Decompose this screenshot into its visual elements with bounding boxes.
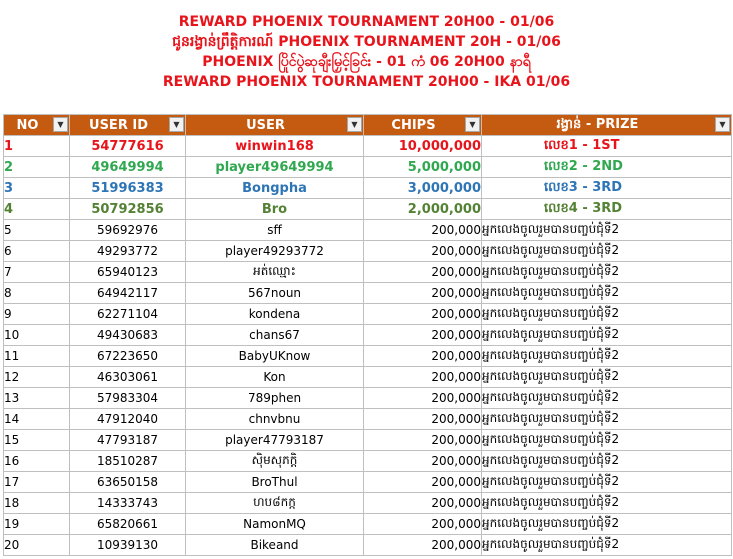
cell-no: 5 — [4, 220, 70, 241]
filter-dropdown-icon[interactable]: ▼ — [465, 117, 480, 132]
cell-chips: 5,000,000 — [364, 157, 482, 178]
cell-chips: 200,000 — [364, 367, 482, 388]
filter-dropdown-icon[interactable]: ▼ — [53, 117, 68, 132]
cell-user: player49293772 — [186, 241, 364, 262]
cell-user: player49649994 — [186, 157, 364, 178]
cell-chips: 200,000 — [364, 493, 482, 514]
cell-user-id: 54777616 — [70, 136, 186, 157]
cell-user: sff — [186, 220, 364, 241]
cell-user: Bongpha — [186, 178, 364, 199]
column-header-label: USER — [246, 117, 285, 133]
cell-chips: 200,000 — [364, 514, 482, 535]
cell-user-id: 57983304 — [70, 388, 186, 409]
header-row — [4, 115, 732, 136]
table-row — [4, 262, 732, 283]
table-row — [4, 346, 732, 367]
cell-prize: លេខ3 - 3RD — [482, 178, 732, 199]
cell-chips: 200,000 — [364, 409, 482, 430]
table-row — [4, 388, 732, 409]
filter-dropdown-icon[interactable]: ▼ — [169, 117, 184, 132]
cell-prize: លេខ4 - 3RD — [482, 199, 732, 220]
cell-chips: 200,000 — [364, 451, 482, 472]
table-row — [4, 472, 732, 493]
cell-prize: អ្នកលេងចូលរួមបានបញ្ចប់ជុំទី2 — [482, 262, 732, 283]
column-header-label: CHIPS — [391, 117, 436, 133]
cell-user-id: 49430683 — [70, 325, 186, 346]
cell-user: BroThul — [186, 472, 364, 493]
cell-prize: អ្នកលេងចូលរួមបានបញ្ចប់ជុំទី2 — [482, 388, 732, 409]
cell-user-id: 50792856 — [70, 199, 186, 220]
cell-user: អត់ឈ្មោះ — [186, 262, 364, 283]
cell-user: Bro — [186, 199, 364, 220]
table-row — [4, 535, 732, 556]
cell-prize: អ្នកលេងចូលរួមបានបញ្ចប់ជុំទី2 — [482, 472, 732, 493]
cell-no: 16 — [4, 451, 70, 472]
cell-prize: អ្នកលេងចូលរួមបានបញ្ចប់ជុំទី2 — [482, 346, 732, 367]
cell-chips: 200,000 — [364, 535, 482, 556]
cell-user-id: 14333743 — [70, 493, 186, 514]
table-row — [4, 283, 732, 304]
cell-chips: 200,000 — [364, 472, 482, 493]
cell-user-id: 59692976 — [70, 220, 186, 241]
table-row — [4, 409, 732, 430]
table-row — [4, 325, 732, 346]
cell-prize: អ្នកលេងចូលរួមបានបញ្ចប់ជុំទី2 — [482, 430, 732, 451]
cell-user: kondena — [186, 304, 364, 325]
cell-no: 10 — [4, 325, 70, 346]
cell-user-id: 63650158 — [70, 472, 186, 493]
table-row — [4, 199, 732, 220]
cell-chips: 200,000 — [364, 304, 482, 325]
cell-prize: អ្នកលេងចូលរួមបានបញ្ចប់ជុំទី2 — [482, 514, 732, 535]
cell-no: 9 — [4, 304, 70, 325]
cell-user: NamonMQ — [186, 514, 364, 535]
table-row — [4, 157, 732, 178]
column-header-no — [4, 115, 70, 136]
cell-user-id: 51996383 — [70, 178, 186, 199]
cell-no: 20 — [4, 535, 70, 556]
table-row — [4, 514, 732, 535]
cell-chips: 200,000 — [364, 241, 482, 262]
title-line-1: REWARD PHOENIX TOURNAMENT 20H00 - 01/06 — [178, 14, 555, 30]
cell-user-id: 49293772 — [70, 241, 186, 262]
table-row — [4, 241, 732, 262]
column-header-label: NO — [16, 117, 39, 133]
table-row — [4, 493, 732, 514]
cell-no: 3 — [4, 178, 70, 199]
filter-dropdown-icon[interactable]: ▼ — [715, 117, 730, 132]
cell-no: 12 — [4, 367, 70, 388]
title-line-4: REWARD PHOENIX TOURNAMENT 20H00 - IKA 01/06 — [162, 74, 571, 90]
cell-chips: 2,000,000 — [364, 199, 482, 220]
table-row — [4, 367, 732, 388]
cell-chips: 3,000,000 — [364, 178, 482, 199]
cell-user-id: 47793187 — [70, 430, 186, 451]
cell-no: 13 — [4, 388, 70, 409]
cell-no: 19 — [4, 514, 70, 535]
cell-prize: អ្នកលេងចូលរួមបានបញ្ចប់ជុំទី2 — [482, 367, 732, 388]
cell-no: 6 — [4, 241, 70, 262]
cell-user-id: 65940123 — [70, 262, 186, 283]
column-header-label: USER ID — [89, 117, 148, 133]
cell-no: 17 — [4, 472, 70, 493]
cell-prize: អ្នកលេងចូលរួមបានបញ្ចប់ជុំទី2 — [482, 220, 732, 241]
title-block — [0, 12, 733, 92]
cell-prize: អ្នកលេងចូលរួមបានបញ្ចប់ជុំទី2 — [482, 241, 732, 262]
cell-prize: អ្នកលេងចូលរួមបានបញ្ចប់ជុំទី2 — [482, 325, 732, 346]
cell-user: chnvbnu — [186, 409, 364, 430]
cell-chips: 200,000 — [364, 220, 482, 241]
results-table — [3, 114, 732, 556]
table-row — [4, 304, 732, 325]
cell-user: Bikeand — [186, 535, 364, 556]
cell-chips: 200,000 — [364, 388, 482, 409]
cell-user: ស៊ិមសុភក្តិ — [186, 451, 364, 472]
table-row — [4, 220, 732, 241]
cell-prize: អ្នកលេងចូលរួមបានបញ្ចប់ជុំទី2 — [482, 409, 732, 430]
cell-user: winwin168 — [186, 136, 364, 157]
cell-no: 14 — [4, 409, 70, 430]
cell-no: 15 — [4, 430, 70, 451]
cell-no: 1 — [4, 136, 70, 157]
column-header-user-id — [70, 115, 186, 136]
cell-user-id: 67223650 — [70, 346, 186, 367]
cell-user-id: 62271104 — [70, 304, 186, 325]
cell-no: 7 — [4, 262, 70, 283]
cell-chips: 200,000 — [364, 262, 482, 283]
cell-prize: អ្នកលេងចូលរួមបានបញ្ចប់ជុំទី2 — [482, 493, 732, 514]
cell-prize: អ្នកលេងចូលរួមបានបញ្ចប់ជុំទី2 — [482, 283, 732, 304]
filter-dropdown-icon[interactable]: ▼ — [347, 117, 362, 132]
cell-prize: អ្នកលេងចូលរួមបានបញ្ចប់ជុំទី2 — [482, 304, 732, 325]
column-header-label: រង្វាន់ - PRIZE — [556, 116, 639, 132]
cell-no: 11 — [4, 346, 70, 367]
table-row — [4, 430, 732, 451]
cell-user-id: 49649994 — [70, 157, 186, 178]
cell-user: chans67 — [186, 325, 364, 346]
cell-user: 567noun — [186, 283, 364, 304]
cell-prize: លេខ1 - 1ST — [482, 136, 732, 157]
cell-user: Kon — [186, 367, 364, 388]
cell-user: ហប៨កក្ក — [186, 493, 364, 514]
cell-user-id: 46303061 — [70, 367, 186, 388]
cell-no: 18 — [4, 493, 70, 514]
cell-chips: 200,000 — [364, 325, 482, 346]
title-line-3: PHOENIX ပြိုင်ပွဲဆုချီးမြှင့်ခြင်း - 01 ကံ 06 20H00 နာရီ — [202, 54, 531, 70]
cell-prize: អ្នកលេងចូលរួមបានបញ្ចប់ជុំទី2 — [482, 535, 732, 556]
table-row — [4, 451, 732, 472]
table-row — [4, 178, 732, 199]
cell-chips: 10,000,000 — [364, 136, 482, 157]
table-row — [4, 136, 732, 157]
title-line-2: ជូនរង្វាន់ព្រឹត្តិការណ៍ PHOENIX TOURNAMENT 20H - 01/06 — [172, 34, 561, 50]
cell-chips: 200,000 — [364, 346, 482, 367]
cell-user: player47793187 — [186, 430, 364, 451]
cell-user: BabyUKnow — [186, 346, 364, 367]
cell-chips: 200,000 — [364, 283, 482, 304]
cell-user-id: 65820661 — [70, 514, 186, 535]
cell-user-id: 10939130 — [70, 535, 186, 556]
cell-chips: 200,000 — [364, 430, 482, 451]
cell-no: 2 — [4, 157, 70, 178]
column-header-chips — [364, 115, 482, 136]
cell-no: 8 — [4, 283, 70, 304]
cell-prize: លេខ2 - 2ND — [482, 157, 732, 178]
column-header-prize — [482, 115, 732, 136]
cell-user-id: 64942117 — [70, 283, 186, 304]
column-header-user — [186, 115, 364, 136]
cell-no: 4 — [4, 199, 70, 220]
cell-user: 789phen — [186, 388, 364, 409]
cell-user-id: 18510287 — [70, 451, 186, 472]
cell-user-id: 47912040 — [70, 409, 186, 430]
cell-prize: អ្នកលេងចូលរួមបានបញ្ចប់ជុំទី2 — [482, 451, 732, 472]
